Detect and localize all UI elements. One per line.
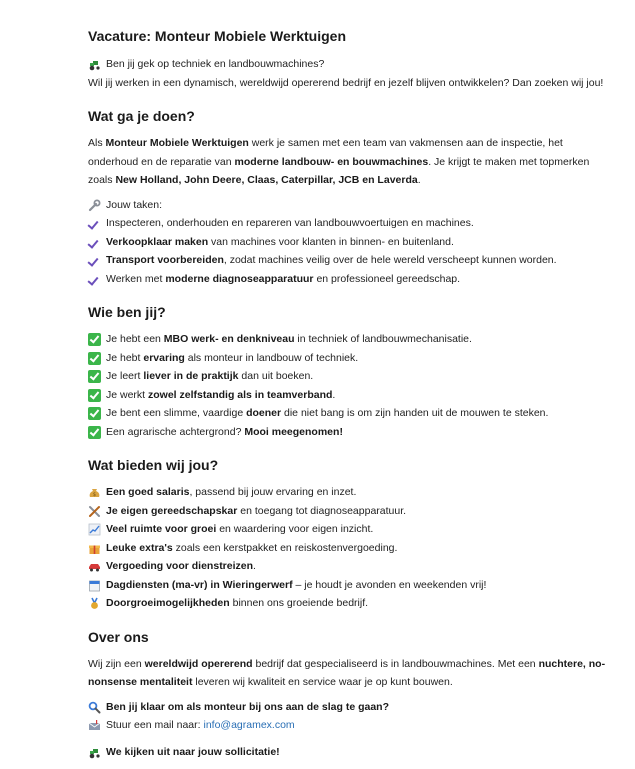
checkbox-icon <box>88 389 101 402</box>
list-item: Veel ruimte voor groei en waardering voor eigen inzicht. <box>88 520 608 539</box>
medal-icon <box>88 597 101 610</box>
mailbox-icon <box>88 719 101 732</box>
check-icon <box>88 217 101 230</box>
svg-text:$: $ <box>92 492 97 498</box>
list-item: Je eigen gereedschapskar en toegang tot diagnoseapparatuur. <box>88 502 608 521</box>
list-item: Je werkt zowel zelfstandig als in teamverband. <box>88 386 608 405</box>
check-icon <box>88 236 101 249</box>
list-item: Dagdiensten (ma-vr) in Wieringerwerf – je houdt je avonden en weekenden vrij! <box>88 576 608 595</box>
calendar-icon <box>88 579 101 592</box>
section-heading-over: Over ons <box>88 628 149 645</box>
list-item: Inspecteren, onderhouden en repareren van landbouwvoertuigen en machines. <box>88 214 608 233</box>
list-item: Je hebt ervaring als monteur in landbouw of techniek. <box>88 349 608 368</box>
list-item: Vergoeding voor dienstreizen. <box>88 557 608 576</box>
list-item: Je leert liever in de praktijk dan uit boeken. <box>88 367 608 386</box>
over-paragraph: Wij zijn een wereldwijd opererend bedrijf dat gespecialiseerd is in landbouwmachines. Met een nuchtere, no-nonsense mentaliteit leveren wij kwaliteit en service waar je op kunt bouwen. <box>88 657 606 688</box>
list-item: Verkoopklaar maken van machines voor klanten in binnen- en buitenland. <box>88 233 608 252</box>
magnifier-icon <box>88 701 101 714</box>
section-heading-doen: Wat ga je doen? <box>88 108 195 124</box>
gift-icon <box>88 542 101 555</box>
money-bag-icon <box>88 486 101 499</box>
chart-icon <box>88 523 101 536</box>
list-item: Een agrarische achtergrond? Mooi meegenomen! <box>88 423 608 442</box>
section-heading-bieden: Wat bieden wij jou? <box>88 457 219 473</box>
cta-question: Ben jij klaar om als monteur bij ons aan de slag te gaan? <box>88 698 608 717</box>
tractor-icon <box>88 58 101 71</box>
car-icon <box>88 560 101 573</box>
list-item: Doorgroeimogelijkheden binnen ons groeiende bedrijf. <box>88 594 608 613</box>
intro-question: Ben jij gek op techniek en landbouwmachines? <box>88 55 608 74</box>
list-item: Transport voorbereiden, zodat machines veilig over de hele wereld verscheept kunnen worden. <box>88 251 608 270</box>
mail-line: Stuur een mail naar: info@agramex.com <box>88 716 608 735</box>
checkbox-icon <box>88 352 101 365</box>
vacancy-content <box>88 28 608 761</box>
checkbox-icon <box>88 426 101 439</box>
list-item: Je bent een slimme, vaardige doener die niet bang is om zijn handen uit de mouwen te steken. <box>88 404 608 423</box>
tools-icon <box>88 505 101 518</box>
section-heading-wie: Wie ben jij? <box>88 304 166 320</box>
taken-label: Jouw taken: <box>88 196 608 215</box>
check-icon <box>88 273 101 286</box>
checkbox-icon <box>88 333 101 346</box>
check-icon <box>88 254 101 267</box>
intro-text: Wil jij werken in een dynamisch, wereldwijd opererend bedrijf en jezelf blijven ontwikkelen? Dan zoeken wij jou! <box>88 76 604 89</box>
list-item: Leuke extra's zoals een kerstpakket en reiskostenvergoeding. <box>88 539 608 558</box>
doen-paragraph: Als Monteur Mobiele Werktuigen werk je samen met een team van vakmensen aan de inspectie, het onderhoud en de reparatie van moderne landbouw- en bouwmachines. Je krijgt te maken met topmerken zoals New Holland, John Deere, Claas, Caterpillar, JCB en Laverda. <box>88 137 590 186</box>
wrench-icon <box>88 199 101 212</box>
checkbox-icon <box>88 370 101 383</box>
page-title: Vacature: Monteur Mobiele Werktuigen <box>88 28 347 44</box>
email-link[interactable]: info@agramex.com <box>203 719 295 731</box>
checkbox-icon <box>88 407 101 420</box>
list-item: Werken met moderne diagnoseapparatuur en professioneel gereedschap. <box>88 270 608 289</box>
closing-line: We kijken uit naar jouw sollicitatie! <box>88 743 608 762</box>
list-item: Je hebt een MBO werk- en denkniveau in techniek of landbouwmechanisatie. <box>88 330 608 349</box>
list-item: $ Een goed salaris, passend bij jouw ervaring en inzet. <box>88 483 608 502</box>
tractor-icon <box>88 746 101 759</box>
